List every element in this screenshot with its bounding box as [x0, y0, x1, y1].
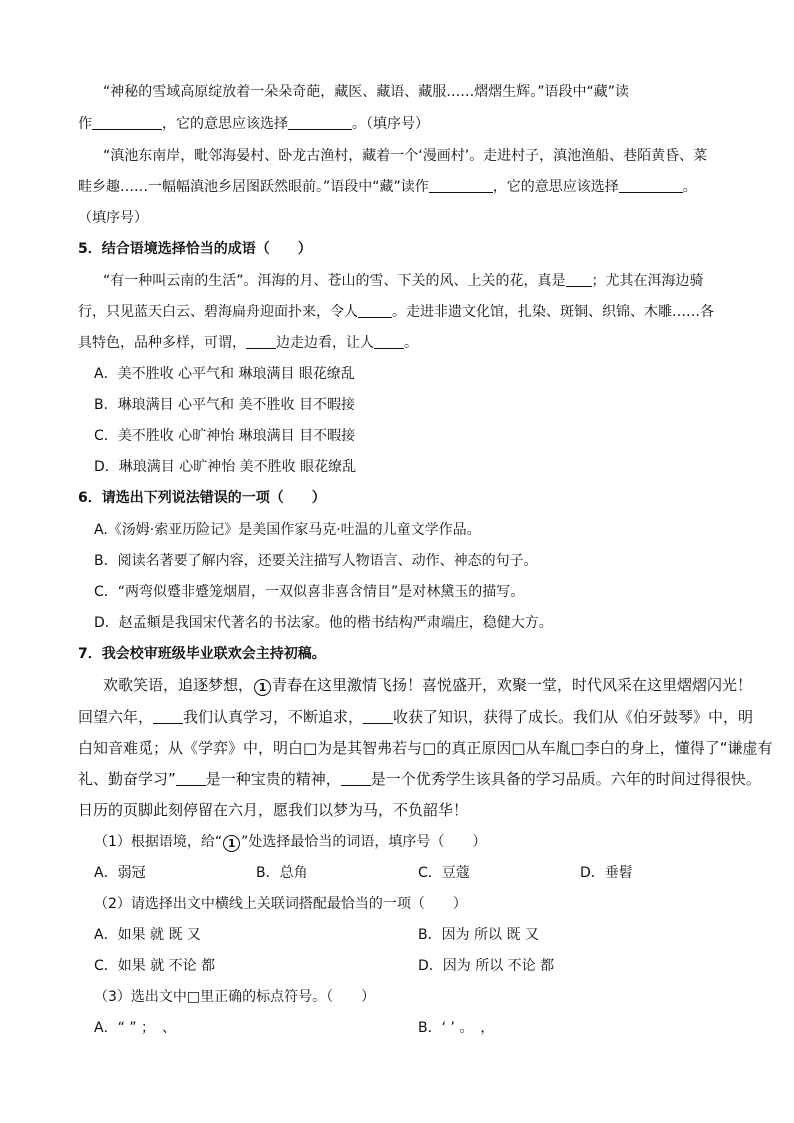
- q4-paragraph-2-line-2: [78, 177, 697, 197]
- q4-text: ，它的意思应该选择: [492, 179, 619, 195]
- q5-text: 具特色，品种多样，可谓，: [78, 335, 246, 351]
- q4-text: ，它的意思应该选择: [162, 116, 288, 132]
- q7-text: ”处选择最恰当的词语，填序号（ ）: [241, 834, 487, 850]
- answer-blank[interactable]: [363, 708, 393, 724]
- q7-passage-line-4: [78, 769, 761, 789]
- q7-text: 欢歌笑语，追逐梦想，: [103, 676, 254, 694]
- q7-sub1-option-d[interactable]: D．垂髫: [580, 865, 633, 881]
- q7-sub1-option-a[interactable]: A．弱冠: [94, 865, 146, 881]
- q6-option-b[interactable]: B．阅读名著要了解内容，还要关注描写人物语言、动作、神态的句子。: [94, 553, 538, 569]
- q7-text: 是一个优秀学生该具备的学习品质。六年的时间过得很快。: [370, 770, 761, 788]
- q6-stem: 6．请选出下列说法错误的一项（ ）: [78, 490, 326, 506]
- q7-text: 青春在这里激情飞扬！喜悦盛开，欢聚一堂，时代风采在这里熠熠闪光！: [272, 676, 753, 694]
- q7-text: 是一种宝贵的精神，: [205, 770, 341, 788]
- answer-blank[interactable]: [429, 177, 493, 193]
- q7-text: 收获了知识，获得了成长。我们从《伯牙鼓琴》中，明: [393, 708, 754, 726]
- q4-text: 作: [78, 116, 92, 132]
- q5-passage-line-2: [78, 302, 714, 322]
- q6-option-a[interactable]: A.《汤姆·索亚历险记》是美国作家马克·吐温的儿童文学作品。: [94, 522, 481, 538]
- q5-text: 。走进非遗文化馆，扎染、斑铜、织锦、木雕……各: [392, 304, 714, 320]
- q5-passage-line-1: [103, 271, 704, 291]
- q7-sub1-option-c[interactable]: C．豆蔻: [418, 865, 470, 881]
- q5-text: “有一种叫云南的生活”。洱海的月、苍山的雪、下关的风、上关的花，真是: [103, 273, 566, 289]
- answer-blank[interactable]: [176, 770, 206, 786]
- q7-passage-line-5: 日历的页脚此刻停留在六月，愿我们以梦为马，不负韶华！: [78, 801, 469, 819]
- q7-text: 礼、勤奋学习”: [78, 770, 176, 788]
- answer-blank[interactable]: [288, 114, 352, 130]
- q4-paragraph-2-line-1: “滇池东南岸，毗邻海晏村、卧龙古渔村，藏着一个‘漫画村’。走进村子，滇池渔船、巷陌黄昏、菜: [103, 148, 708, 164]
- q4-paragraph-1-line-1: “神秘的雪域高原绽放着一朵朵奇葩，藏医、藏语、藏服……熠熠生辉。”语段中“藏”读: [103, 84, 630, 100]
- q7-sub3-option-b[interactable]: B．‘ ’ 。 ，: [418, 1020, 495, 1036]
- q7-passage-line-2: [78, 707, 753, 727]
- q7-sub2-option-d[interactable]: D．因为 所以 不论 都: [418, 958, 555, 974]
- answer-blank[interactable]: [246, 333, 276, 349]
- answer-blank[interactable]: [374, 333, 404, 349]
- q6-option-c[interactable]: C．“两弯似蹙非蹙笼烟眉，一双似喜非喜含情目”是对林黛玉的描写。: [94, 584, 525, 600]
- q7-text: （1）根据语境，给“: [94, 834, 223, 850]
- q7-sub3-option-a[interactable]: A．“ ” ； 、: [94, 1020, 176, 1036]
- answer-blank[interactable]: [341, 770, 371, 786]
- q7-text: 回望六年，: [78, 708, 154, 726]
- q7-sub1-option-b[interactable]: B．总角: [256, 865, 308, 881]
- q7-text: 我们认真学习，不断追求，: [183, 708, 364, 726]
- answer-blank[interactable]: [619, 177, 683, 193]
- q6-option-d[interactable]: D．赵孟頫是我国宋代著名的书法家。他的楷书结构严肃端庄，稳健大方。: [94, 615, 553, 631]
- q7-passage-line-3: 白知音难觅；从《学弈》中，明白□为是其智弗若与□的真正原因□从车胤□李白的身上，懂得了“谦虚有: [78, 739, 773, 757]
- answer-blank[interactable]: [153, 708, 183, 724]
- circled-number-marker: 1: [254, 679, 271, 696]
- q4-text: 。: [682, 179, 697, 195]
- q5-text: 行，只见蓝天白云、碧海扁舟迎面扑来，令人: [78, 304, 358, 320]
- q5-option-b[interactable]: B．琳琅满目 心平气和 美不胜收 目不暇接: [94, 397, 355, 413]
- q7-sub2-option-b[interactable]: B．因为 所以 既 又: [418, 927, 539, 943]
- q7-passage-line-1: [103, 675, 752, 696]
- circled-number-marker: 1: [223, 835, 240, 852]
- q4-text: 。（填序号）: [352, 116, 429, 132]
- q7-sub3-stem: （3）选出文中□里正确的标点符号。（ ）: [94, 989, 376, 1005]
- q7-stem: 7．我会校审班级毕业联欢会主持初稿。: [78, 646, 326, 662]
- q5-option-d[interactable]: D．琳琅满目 心旷神怡 美不胜收 眼花缭乱: [94, 459, 357, 475]
- q7-sub1-stem: [94, 832, 486, 852]
- answer-blank[interactable]: [92, 114, 162, 130]
- q7-sub2-stem: （2）请选择出文中横线上关联词搭配最恰当的一项（ ）: [94, 896, 467, 912]
- q5-option-c[interactable]: C．美不胜收 心旷神怡 琳琅满目 目不暇接: [94, 428, 356, 444]
- q5-text: ；尤其在洱海边骑: [591, 273, 704, 289]
- answer-blank[interactable]: [566, 271, 592, 287]
- q4-paragraph-2-line-3: （填序号）: [78, 210, 148, 226]
- q7-sub2-option-c[interactable]: C．如果 就 不论 都: [94, 958, 216, 974]
- q4-paragraph-1-line-2: [78, 114, 429, 134]
- q5-stem: 5．结合语境选择恰当的成语（ ）: [78, 241, 312, 257]
- q5-text: 边走边看，让人: [276, 335, 374, 351]
- q5-option-a[interactable]: A．美不胜收 心平气和 琳琅满目 眼花缭乱: [94, 366, 355, 382]
- q7-sub2-option-a[interactable]: A．如果 就 既 又: [94, 927, 201, 943]
- answer-blank[interactable]: [358, 302, 392, 318]
- q5-passage-line-3: [78, 333, 418, 353]
- q5-text: 。: [404, 335, 418, 351]
- q4-text: 畦乡趣……一幅幅滇池乡居图跃然眼前。”语段中“藏”读作: [78, 179, 429, 195]
